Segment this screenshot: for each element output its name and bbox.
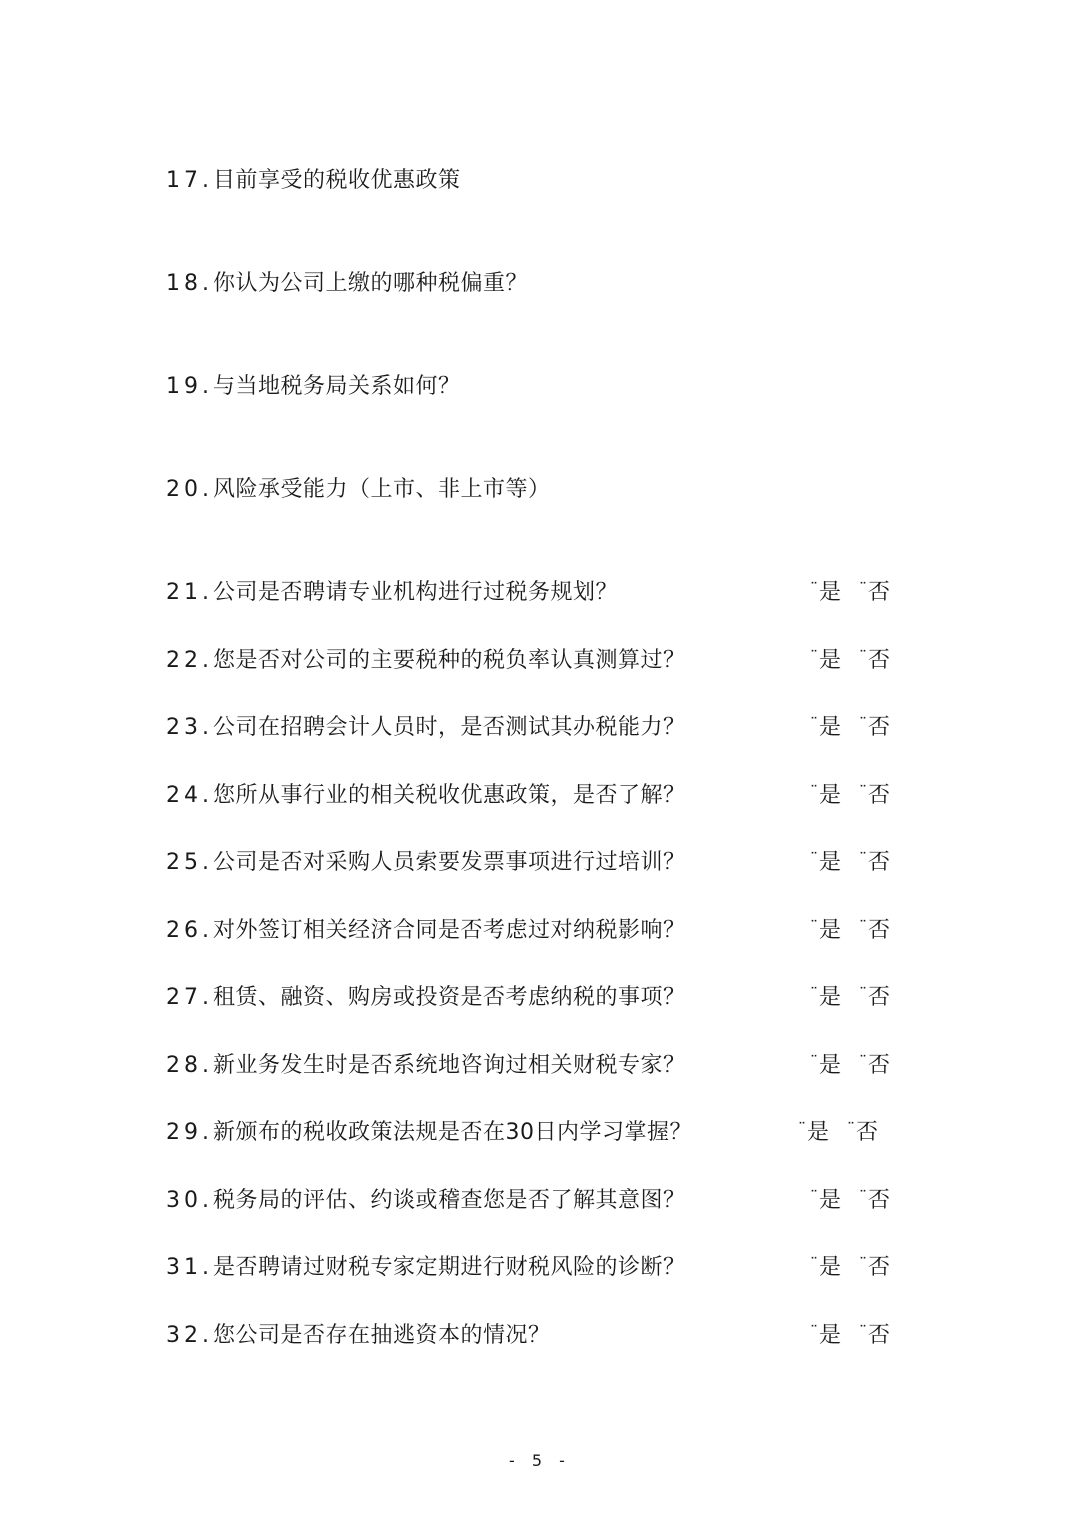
question-text: 新颁布的税收政策法规是否在30日内学习掌握？ — [213, 1120, 692, 1145]
no-checkbox[interactable] — [859, 1252, 890, 1284]
no-label: 否 — [868, 648, 891, 673]
no-label: 否 — [868, 985, 891, 1010]
checkbox-icon: ¨ — [810, 984, 818, 1003]
question-17 — [166, 165, 461, 197]
no-label: 否 — [868, 1255, 891, 1280]
question-19 — [166, 371, 461, 403]
yes-checkbox[interactable] — [810, 847, 841, 879]
question-text: 租赁、融资、购房或投资是否考虑纳税的事项？ — [213, 985, 686, 1010]
question-18 — [166, 268, 528, 300]
question-number: 19. — [166, 374, 213, 399]
question-number: 32. — [166, 1323, 213, 1348]
yes-label: 是 — [819, 1255, 842, 1280]
no-label: 否 — [868, 1053, 891, 1078]
question-number: 23. — [166, 715, 213, 740]
question-text: 你认为公司上缴的哪种税偏重？ — [213, 271, 529, 296]
question-text: 新业务发生时是否系统地咨询过相关财税专家？ — [213, 1053, 686, 1078]
checkbox-icon: ¨ — [859, 647, 868, 666]
yes-label: 是 — [819, 783, 842, 808]
checkbox-icon: ¨ — [859, 714, 868, 733]
no-checkbox[interactable] — [859, 847, 890, 879]
no-label: 否 — [868, 580, 891, 605]
no-checkbox[interactable] — [859, 1185, 890, 1217]
yes-label: 是 — [819, 1188, 842, 1213]
yes-checkbox[interactable] — [810, 712, 841, 744]
checkbox-icon: ¨ — [810, 917, 818, 936]
question-27 — [166, 982, 686, 1014]
question-23 — [166, 712, 686, 744]
checkbox-icon: ¨ — [810, 1187, 818, 1206]
question-text: 风险承受能力（上市、非上市等） — [213, 477, 551, 502]
no-label: 否 — [868, 918, 891, 943]
checkbox-icon: ¨ — [810, 647, 818, 666]
answer-options-24 — [810, 780, 908, 812]
answer-options-31 — [810, 1252, 908, 1284]
question-30 — [166, 1185, 686, 1217]
question-number: 30. — [166, 1188, 213, 1213]
question-24 — [166, 780, 686, 812]
question-number: 18. — [166, 271, 213, 296]
no-checkbox[interactable] — [859, 1320, 890, 1352]
question-32 — [166, 1320, 551, 1352]
question-text: 公司在招聘会计人员时，是否测试其办税能力？ — [213, 715, 686, 740]
checkbox-icon: ¨ — [798, 1119, 806, 1138]
checkbox-icon: ¨ — [810, 1254, 818, 1273]
question-text: 与当地税务局关系如何？ — [213, 374, 461, 399]
yes-label: 是 — [819, 850, 842, 875]
yes-label: 是 — [819, 985, 842, 1010]
yes-label: 是 — [819, 580, 842, 605]
no-checkbox[interactable] — [859, 712, 890, 744]
yes-label: 是 — [819, 648, 842, 673]
checkbox-icon: ¨ — [859, 849, 868, 868]
yes-checkbox[interactable] — [810, 780, 841, 812]
question-text: 公司是否对采购人员索要发票事项进行过培训？ — [213, 850, 686, 875]
yes-checkbox[interactable] — [810, 1050, 841, 1082]
question-text: 您所从事行业的相关税收优惠政策，是否了解？ — [213, 783, 686, 808]
question-number: 28. — [166, 1053, 213, 1078]
yes-checkbox[interactable] — [810, 1320, 841, 1352]
yes-label: 是 — [807, 1120, 830, 1145]
checkbox-icon: ¨ — [859, 1187, 868, 1206]
question-number: 24. — [166, 783, 213, 808]
yes-checkbox[interactable] — [810, 645, 841, 677]
yes-label: 是 — [819, 1053, 842, 1078]
checkbox-icon: ¨ — [810, 1052, 818, 1071]
no-label: 否 — [868, 783, 891, 808]
yes-label: 是 — [819, 1323, 842, 1348]
answer-options-28 — [810, 1050, 908, 1082]
yes-checkbox[interactable] — [810, 577, 841, 609]
checkbox-icon: ¨ — [847, 1119, 856, 1138]
no-label: 否 — [868, 850, 891, 875]
checkbox-icon: ¨ — [859, 1254, 868, 1273]
checkbox-icon: ¨ — [810, 849, 818, 868]
answer-options-23 — [810, 712, 908, 744]
yes-checkbox[interactable] — [798, 1117, 829, 1149]
checkbox-icon: ¨ — [859, 1322, 868, 1341]
checkbox-icon: ¨ — [859, 1052, 868, 1071]
answer-options-30 — [810, 1185, 908, 1217]
question-text: 对外签订相关经济合同是否考虑过对纳税影响？ — [213, 918, 686, 943]
answer-options-32 — [810, 1320, 908, 1352]
checkbox-icon: ¨ — [810, 579, 818, 598]
answer-options-22 — [810, 645, 908, 677]
checkbox-icon: ¨ — [810, 782, 818, 801]
question-number: 31. — [166, 1255, 213, 1280]
question-text: 税务局的评估、约谈或稽查您是否了解其意图？ — [213, 1188, 686, 1213]
question-text: 您公司是否存在抽逃资本的情况？ — [213, 1323, 551, 1348]
answer-options-25 — [810, 847, 908, 879]
question-29 — [166, 1117, 692, 1149]
answer-options-29 — [798, 1117, 896, 1149]
question-number: 17. — [166, 168, 213, 193]
no-checkbox[interactable] — [859, 1050, 890, 1082]
question-text: 目前享受的税收优惠政策 — [213, 168, 461, 193]
question-26 — [166, 915, 686, 947]
yes-checkbox[interactable] — [810, 915, 841, 947]
checkbox-icon: ¨ — [810, 714, 818, 733]
question-22 — [166, 645, 686, 677]
no-checkbox[interactable] — [859, 577, 890, 609]
no-checkbox[interactable] — [859, 780, 890, 812]
question-number: 25. — [166, 850, 213, 875]
question-number: 26. — [166, 918, 213, 943]
checkbox-icon: ¨ — [859, 984, 868, 1003]
question-21 — [166, 577, 618, 609]
yes-checkbox[interactable] — [810, 982, 841, 1014]
question-number: 27. — [166, 985, 213, 1010]
yes-checkbox[interactable] — [810, 1252, 841, 1284]
question-28 — [166, 1050, 686, 1082]
question-number: 22. — [166, 648, 213, 673]
no-checkbox[interactable] — [859, 982, 890, 1014]
no-label: 否 — [868, 1323, 891, 1348]
answer-options-26 — [810, 915, 908, 947]
question-number: 21. — [166, 580, 213, 605]
yes-label: 是 — [819, 918, 842, 943]
question-text: 是否聘请过财税专家定期进行财税风险的诊断？ — [213, 1255, 686, 1280]
no-checkbox[interactable] — [847, 1117, 878, 1149]
question-25 — [166, 847, 686, 879]
no-checkbox[interactable] — [859, 645, 890, 677]
checkbox-icon: ¨ — [859, 579, 868, 598]
yes-checkbox[interactable] — [810, 1185, 841, 1217]
no-checkbox[interactable] — [859, 915, 890, 947]
no-label: 否 — [856, 1120, 879, 1145]
answer-options-27 — [810, 982, 908, 1014]
question-31 — [166, 1252, 686, 1284]
checkbox-icon: ¨ — [810, 1322, 818, 1341]
answer-options-21 — [810, 577, 908, 609]
no-label: 否 — [868, 715, 891, 740]
question-20 — [166, 474, 551, 506]
question-number: 29. — [166, 1120, 213, 1145]
checkbox-icon: ¨ — [859, 917, 868, 936]
checkbox-icon: ¨ — [859, 782, 868, 801]
question-text: 公司是否聘请专业机构进行过税务规划？ — [213, 580, 619, 605]
yes-label: 是 — [819, 715, 842, 740]
question-text: 您是否对公司的主要税种的税负率认真测算过？ — [213, 648, 686, 673]
page-number: - 5 - — [509, 1451, 571, 1470]
question-number: 20. — [166, 477, 213, 502]
no-label: 否 — [868, 1188, 891, 1213]
